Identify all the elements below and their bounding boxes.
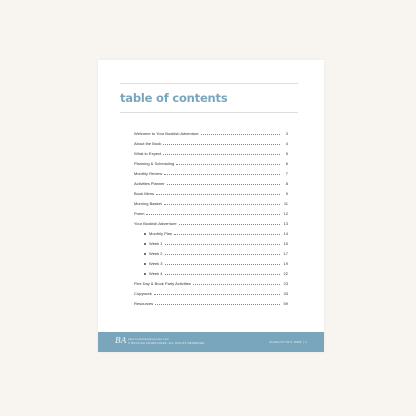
toc-entry-page: 22: [283, 271, 288, 276]
toc-entry-label: Welcome to Your Bookish Adventure: [134, 131, 199, 136]
toc-entry[interactable]: [134, 256, 288, 266]
toc-entry-label: Activities Planner: [134, 181, 165, 186]
toc-entry[interactable]: [134, 276, 288, 286]
toc-entry-label: Poem: [134, 211, 145, 216]
toc-entry[interactable]: [134, 246, 288, 256]
toc-entry-label: About the Book: [134, 141, 162, 146]
toc-entry-page: 11: [283, 201, 288, 206]
dot-leader: [164, 203, 280, 205]
toc-entry-label: What to Expect: [134, 151, 162, 156]
dot-leader: [156, 193, 280, 195]
toc-entry-page: 19: [283, 261, 288, 266]
footer-page-label: CHARLOTTE'S WEB | 2: [269, 340, 307, 344]
toc-entry[interactable]: [134, 166, 288, 176]
bullet-icon: [144, 263, 146, 265]
dot-leader: [163, 143, 280, 145]
toc-entry-page: 15: [283, 241, 288, 246]
dot-leader: [179, 223, 280, 225]
toc-entry[interactable]: [134, 196, 288, 206]
toc-entry[interactable]: [134, 266, 288, 276]
bullet-icon: [144, 253, 146, 255]
dot-leader: [164, 173, 280, 175]
toc-entry-label: Planning & Scheduling: [134, 161, 175, 166]
title-divider: [120, 112, 298, 113]
toc-entry-label: Week 2: [149, 251, 163, 256]
table-of-contents: [134, 126, 288, 306]
toc-entry-page: 23: [283, 281, 288, 286]
toc-entry-label: Copywork: [134, 291, 152, 296]
dot-leader: [165, 253, 281, 255]
dot-leader: [176, 163, 280, 165]
dot-leader: [174, 233, 280, 235]
toc-entry-page: 8: [285, 181, 288, 186]
dot-leader: [154, 293, 280, 295]
toc-entry[interactable]: [134, 286, 288, 296]
toc-entry[interactable]: [134, 156, 288, 166]
toc-entry-label: Week 3: [149, 261, 163, 266]
toc-entry[interactable]: [134, 226, 288, 236]
toc-entry[interactable]: [134, 296, 288, 306]
dot-leader: [201, 133, 280, 135]
toc-entry[interactable]: [134, 206, 288, 216]
toc-entry-page: 5: [285, 151, 288, 156]
toc-entry-label: Week 4: [149, 271, 163, 276]
toc-entry[interactable]: [134, 136, 288, 146]
page-title: table of contents: [120, 91, 228, 105]
toc-entry[interactable]: [134, 186, 288, 196]
dot-leader: [193, 283, 280, 285]
bullet-icon: [144, 233, 146, 235]
toc-entry-page: 33: [283, 291, 288, 296]
toc-entry-page: 6: [285, 161, 288, 166]
page-footer: [98, 332, 324, 352]
toc-entry[interactable]: [134, 126, 288, 136]
toc-entry[interactable]: [134, 236, 288, 246]
toc-entry-label: Morning Basket: [134, 201, 162, 206]
toc-entry[interactable]: [134, 216, 288, 226]
bullet-icon: [144, 243, 146, 245]
document-page: [98, 60, 324, 352]
toc-entry-page: 17: [283, 251, 288, 256]
dot-leader: [165, 273, 281, 275]
dot-leader: [146, 213, 280, 215]
footer-copyright: © BOOKISH ADVENTURES. ALL RIGHTS RESERVED.: [128, 342, 206, 345]
toc-entry[interactable]: [134, 176, 288, 186]
toc-entry-label: Book Menu: [134, 191, 155, 196]
toc-entry-page: 59: [283, 301, 288, 306]
toc-entry-label: Flex Day & Book Party Activities: [134, 281, 191, 286]
toc-entry-page: 14: [283, 231, 288, 236]
toc-entry-page: 12: [283, 211, 288, 216]
toc-entry[interactable]: [134, 146, 288, 156]
top-divider: [120, 83, 298, 84]
toc-entry-label: Week 1: [149, 241, 163, 246]
toc-entry-page: 9: [285, 191, 288, 196]
brand-logo: BA: [115, 336, 127, 345]
toc-entry-page: 4: [285, 141, 288, 146]
dot-leader: [167, 183, 280, 185]
dot-leader: [165, 263, 281, 265]
toc-entry-page: 7: [285, 171, 288, 176]
toc-entry-label: Your Bookish Adventure: [134, 221, 177, 226]
toc-entry-page: 3: [285, 131, 288, 136]
dot-leader: [165, 243, 281, 245]
footer-website: www.bookishadventures.com: [128, 338, 170, 341]
toc-entry-label: Resources: [134, 301, 154, 306]
bullet-icon: [144, 273, 146, 275]
toc-entry-label: Monthly Review: [134, 171, 163, 176]
toc-entry-page: 13: [283, 221, 288, 226]
toc-entry-label: Monthly Plan: [149, 231, 173, 236]
dot-leader: [163, 153, 280, 155]
dot-leader: [155, 303, 280, 305]
